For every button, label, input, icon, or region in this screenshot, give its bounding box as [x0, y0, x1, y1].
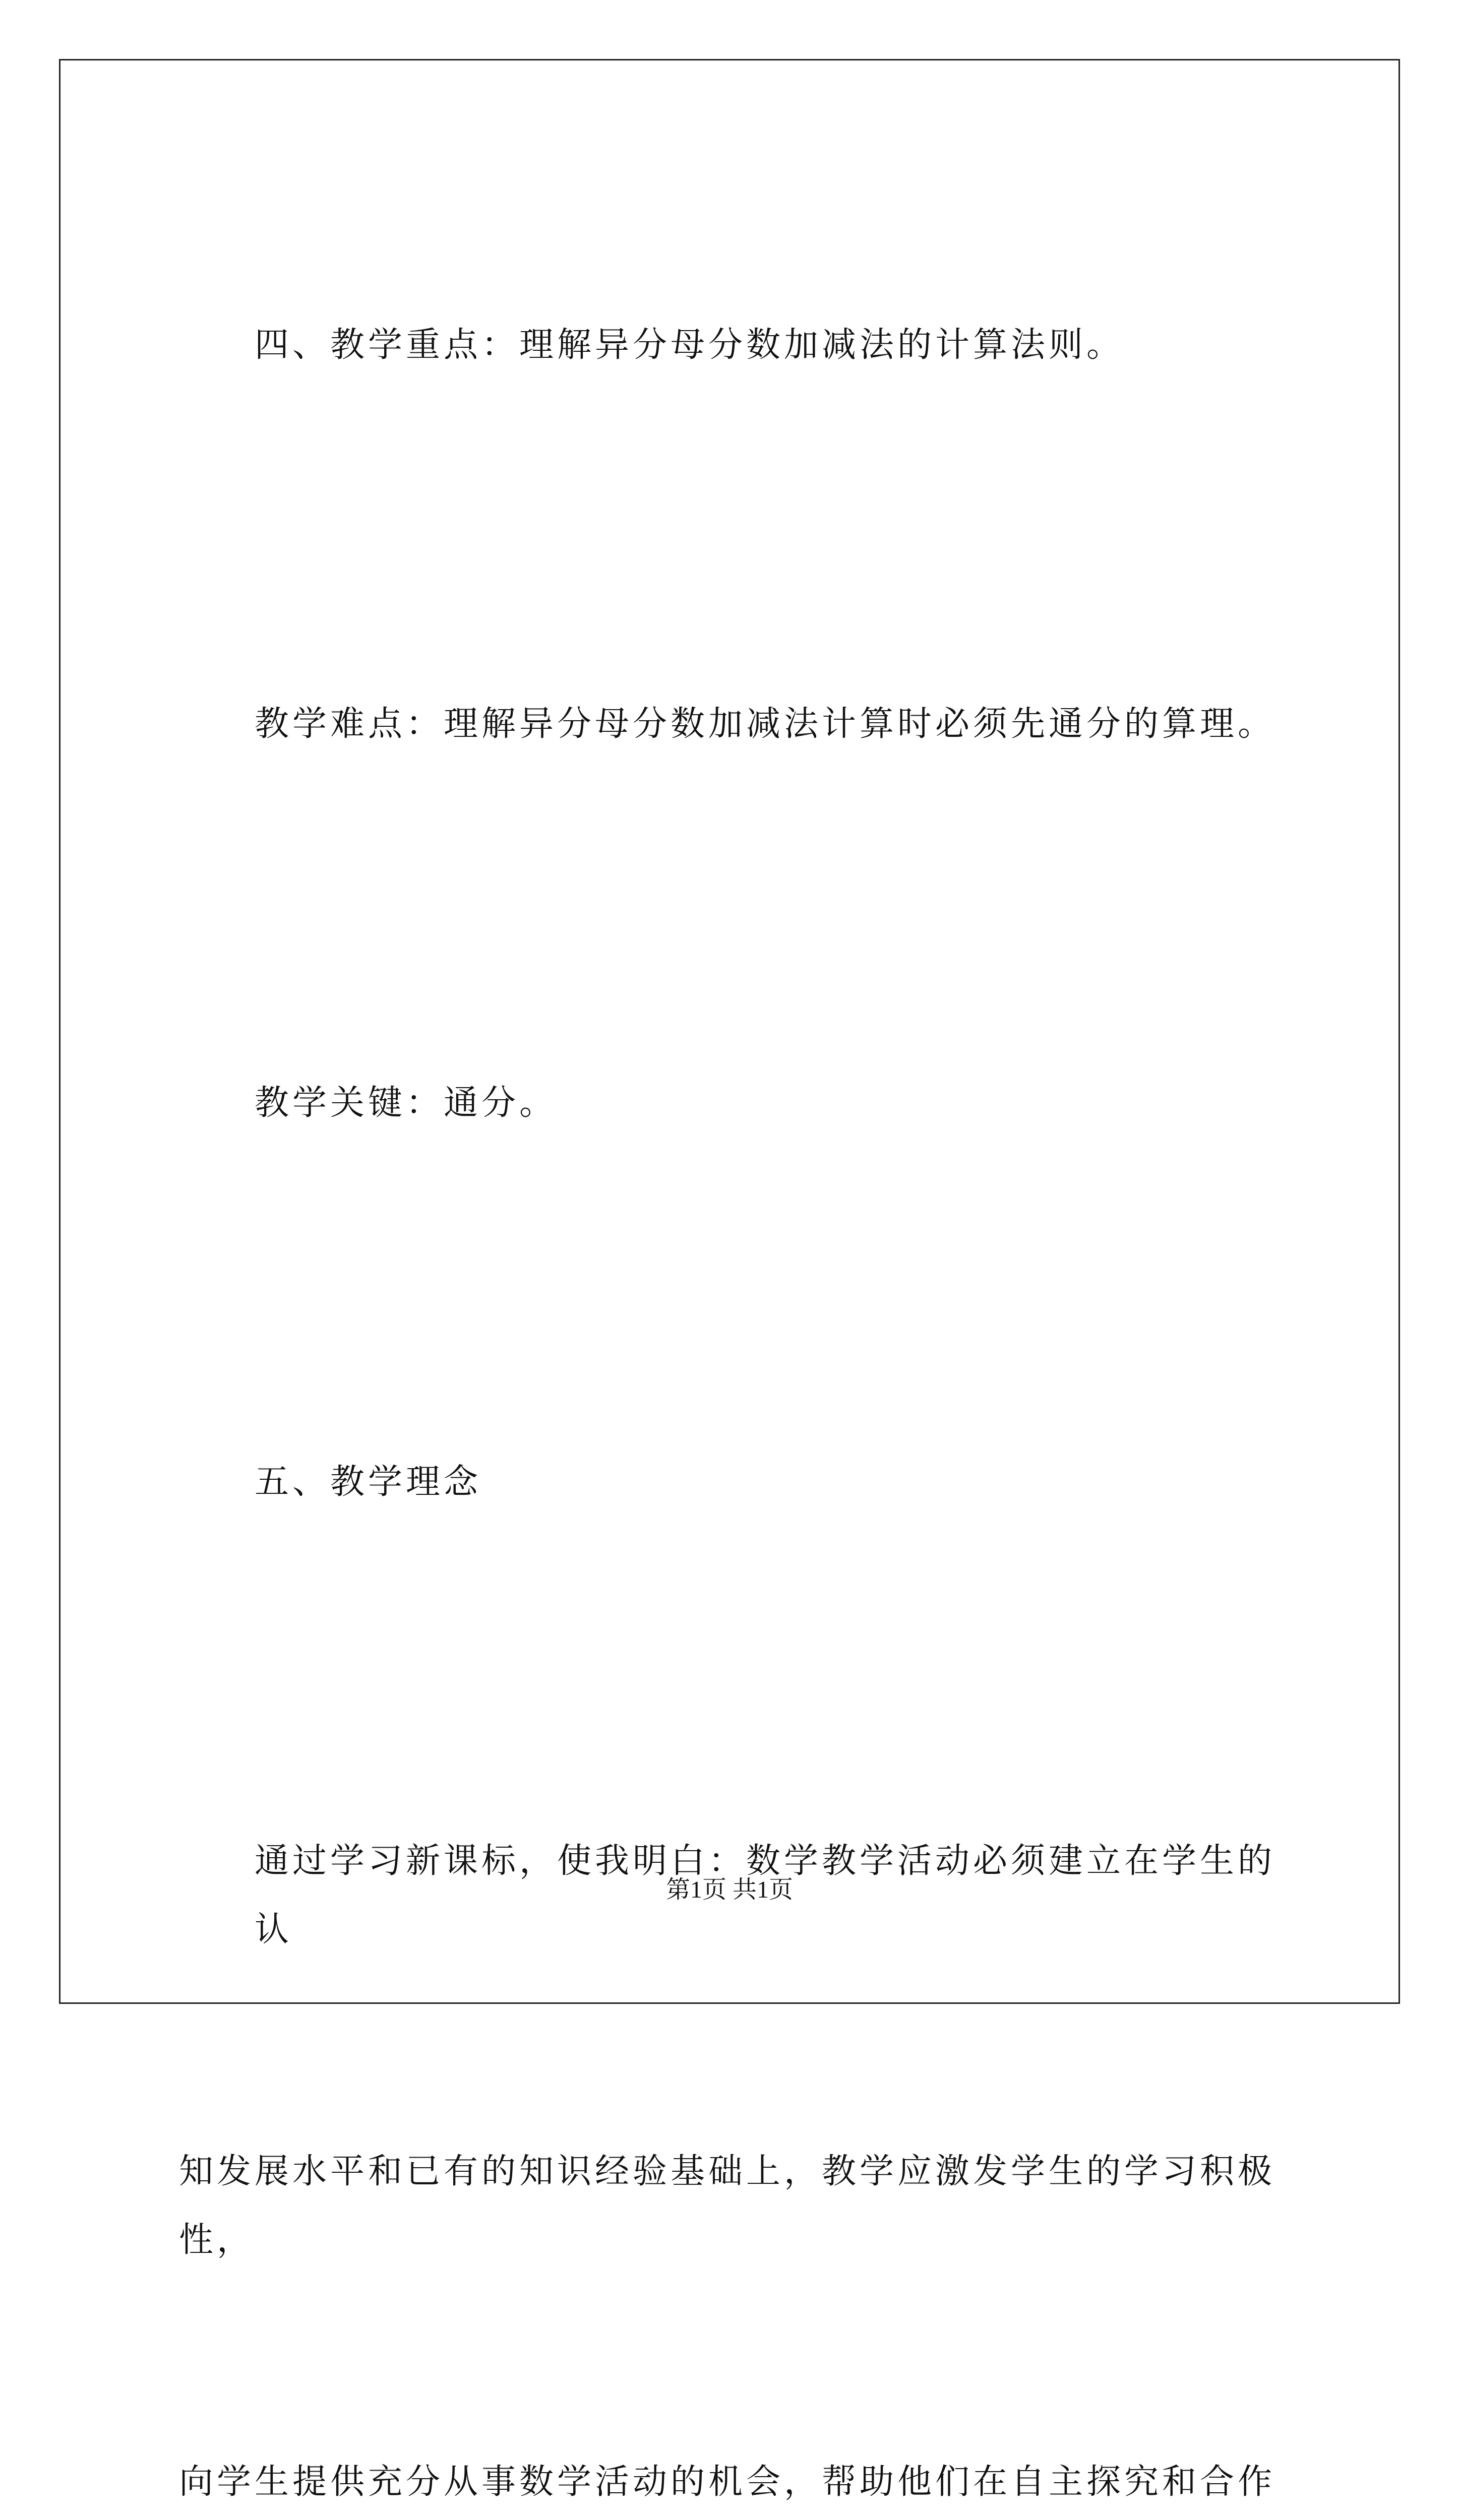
text-line: 知发展水平和已有的知识经验基础上，教学应激发学生的学习积极性， — [179, 2152, 1276, 2260]
text-line: 教学难点：理解异分母分数加减法计算时必须先通分的算理。 — [255, 704, 1276, 744]
paragraph-teaching-focus — [179, 174, 1308, 517]
text-line: 教学关键：通分。 — [255, 1083, 558, 1123]
paragraph-teaching-difficulty — [179, 553, 1308, 896]
paragraph-teaching-key — [179, 932, 1308, 1275]
text-line: 五、教学理念 — [255, 1462, 482, 1502]
page-footer — [0, 1870, 1459, 1905]
document-body — [179, 174, 1308, 2520]
section-heading-philosophy — [179, 1311, 1308, 1654]
text-line: 通过学习新课标，使我明白：数学教学活动必须建立在学生的认 — [255, 1841, 1276, 1949]
paragraph-philosophy-body — [179, 1690, 1308, 2520]
page-number-label: 第1页 共1页 — [665, 1876, 793, 1903]
text-line: 四、教学重点：理解异分母分数加减法的计算法则。 — [255, 325, 1125, 365]
text-line: 向学生提供充分从事数学活动的机会，帮助他们在自主探究和合作 — [179, 2462, 1276, 2502]
